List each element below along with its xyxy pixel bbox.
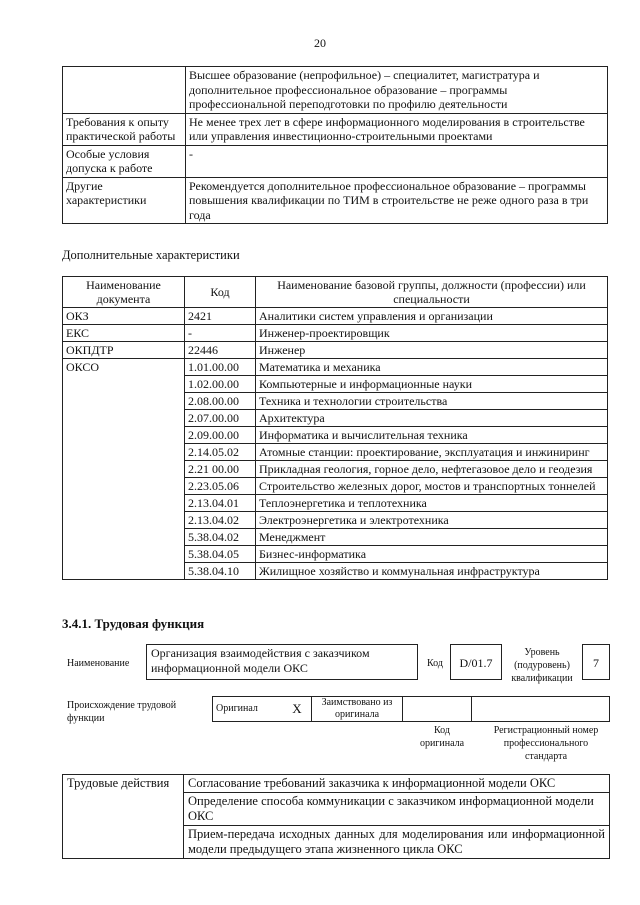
document-cell: ОКПДТР <box>63 342 185 359</box>
labor-actions-table <box>62 774 610 859</box>
table-row <box>63 342 608 359</box>
code-cell: 1.01.00.00 <box>185 359 256 376</box>
header-name: Наименование базовой группы, должности (профессии) или специальности <box>256 277 608 308</box>
header-code: Код <box>185 277 256 308</box>
original-label: Оригинал <box>213 697 284 722</box>
code-label: Код <box>427 658 443 669</box>
original-mark: X <box>283 697 312 722</box>
table-row <box>63 67 608 114</box>
name-cell: Техника и технологии строительства <box>256 393 608 410</box>
table-row <box>63 113 608 145</box>
requirement-label: Другие характеристики <box>63 177 186 224</box>
origin-label: Происхождение трудовой функции <box>67 700 177 724</box>
table-row <box>63 775 610 793</box>
additional-characteristics-title: Дополнительные характеристики <box>62 248 240 262</box>
table-row <box>63 325 608 342</box>
requirement-value: Рекомендуется дополнительное профессиональное образование – программы повышения квалификации по ТИМ в строительстве не реже одного раза в три года <box>186 177 608 224</box>
table-row <box>63 177 608 224</box>
table-row <box>63 145 608 177</box>
level-value-box: 7 <box>582 644 610 680</box>
level-label: Уровень (подуровень) квалификации <box>511 647 573 684</box>
code-cell: 2421 <box>185 308 256 325</box>
requirement-label: Особые условия допуска к работе <box>63 145 186 177</box>
code-cell: 1.02.00.00 <box>185 376 256 393</box>
function-name-box: Организация взаимодействия с заказчиком информационной модели ОКС <box>146 644 418 680</box>
reg-number-caption: Регистрационный номер профессионального стандарта <box>493 725 599 762</box>
code-cell: 2.13.04.01 <box>185 495 256 512</box>
function-code-box: D/01.7 <box>450 644 502 680</box>
reg-number-cell <box>472 697 610 722</box>
header-document: Наименование документа <box>63 277 185 308</box>
name-cell: Электроэнергетика и электротехника <box>256 512 608 529</box>
name-cell: Инженер <box>256 342 608 359</box>
name-label: Наименование <box>67 658 130 669</box>
code-original-cell <box>403 697 472 722</box>
requirements-table <box>62 66 608 224</box>
requirement-label <box>63 67 186 114</box>
additional-characteristics-table <box>62 276 608 580</box>
name-cell: Бизнес-информатика <box>256 546 608 563</box>
code-cell: 2.07.00.00 <box>185 410 256 427</box>
code-cell: 5.38.04.10 <box>185 563 256 580</box>
code-cell: 2.09.00.00 <box>185 427 256 444</box>
requirement-label: Требования к опыту практической работы <box>63 113 186 145</box>
labor-actions-label: Трудовые действия <box>63 775 184 859</box>
code-cell: 2.13.04.02 <box>185 512 256 529</box>
code-cell: 2.08.00.00 <box>185 393 256 410</box>
table-row <box>63 308 608 325</box>
origin-table <box>212 696 610 722</box>
requirement-value: Высшее образование (непрофильное) – специалитет, магистратура и дополнительное профессиональное образование – программы профессиональной переподготовки по профилю деятельности <box>186 67 608 114</box>
labor-action-item: Согласование требований заказчика к информационной модели ОКС <box>184 775 610 793</box>
requirement-value: Не менее трех лет в сфере информационного моделирования в строительстве или управления инвестиционно-строительными проектами <box>186 113 608 145</box>
name-cell: Теплоэнергетика и теплотехника <box>256 495 608 512</box>
document-cell: ОКСО <box>63 359 185 580</box>
code-cell: 5.38.04.05 <box>185 546 256 563</box>
code-cell: 22446 <box>185 342 256 359</box>
name-cell: Строительство железных дорог, мостов и транспортных тоннелей <box>256 478 608 495</box>
labor-action-item: Прием-передача исходных данных для моделирования или информационной модели предыдущего этапа жизненного цикла ОКС <box>184 826 610 859</box>
page-number: 20 <box>314 36 326 50</box>
code-cell: 2.14.05.02 <box>185 444 256 461</box>
code-cell: 2.21 00.00 <box>185 461 256 478</box>
name-cell: Информатика и вычислительная техника <box>256 427 608 444</box>
requirement-value: - <box>186 145 608 177</box>
code-cell: 2.23.05.06 <box>185 478 256 495</box>
table-row <box>63 359 608 376</box>
table-header-row <box>63 277 608 308</box>
document-cell: ЕКС <box>63 325 185 342</box>
name-cell: Атомные станции: проектирование, эксплуатация и инжиниринг <box>256 444 608 461</box>
document-cell: ОКЗ <box>63 308 185 325</box>
section-title: 3.4.1. Трудовая функция <box>62 616 205 631</box>
name-cell: Жилищное хозяйство и коммунальная инфраструктура <box>256 563 608 580</box>
code-original-caption: Код оригинала <box>419 725 465 749</box>
labor-action-item: Определение способа коммуникации с заказчиком информационной модели ОКС <box>184 793 610 826</box>
code-cell: 5.38.04.02 <box>185 529 256 546</box>
table-row <box>213 697 610 722</box>
name-cell: Архитектура <box>256 410 608 427</box>
name-cell: Математика и механика <box>256 359 608 376</box>
code-cell: - <box>185 325 256 342</box>
name-cell: Инженер-проектировщик <box>256 325 608 342</box>
name-cell: Компьютерные и информационные науки <box>256 376 608 393</box>
name-cell: Прикладная геология, горное дело, нефтегазовое дело и геодезия <box>256 461 608 478</box>
name-cell: Аналитики систем управления и организации <box>256 308 608 325</box>
borrowed-label: Заимствовано из оригинала <box>312 697 403 722</box>
name-cell: Менеджмент <box>256 529 608 546</box>
